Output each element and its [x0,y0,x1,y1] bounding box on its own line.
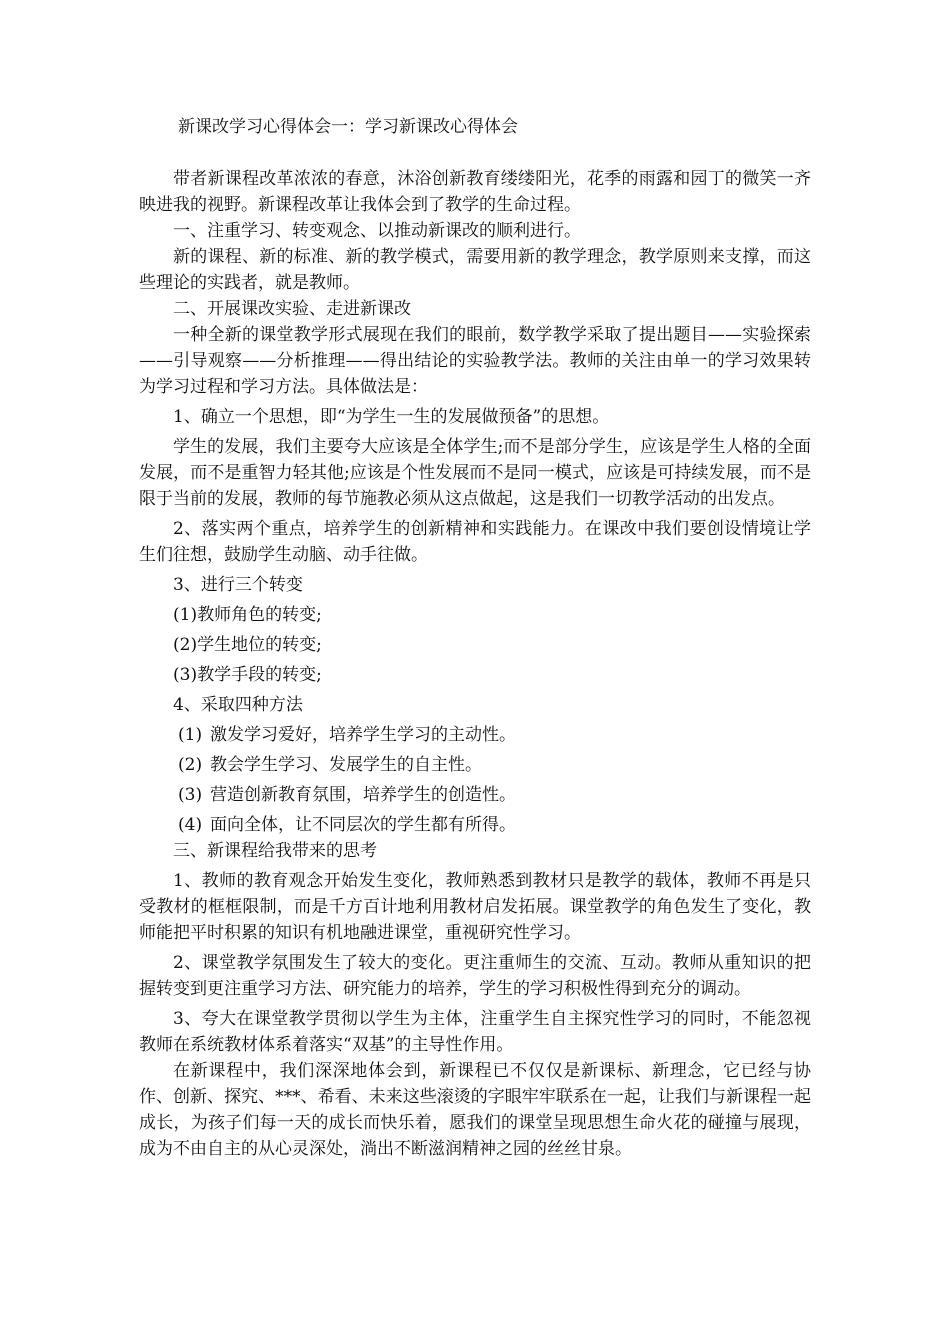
method-item-3 [139,782,811,808]
document-body [139,114,811,1162]
transform-item-3: (3)教学手段的转变; [173,665,322,685]
paragraph-reflection-2: 2、课堂教学氛围发生了较大的变化。更注重师生的交流、互动。教师从重知识的把握转变到更注重学习方法、研究能力的培养，学生的学习积极性得到充分的调动。 [139,953,811,999]
point-3: 3、进行三个转变 [173,575,303,595]
method-text: 激发学习爱好，培养学生学习的主动性。 [210,725,516,745]
transform-item-2: (2)学生地位的转变; [173,635,322,655]
paragraph-reflection-1: 1、教师的教育观念开始发生变化，教师熟悉到教材只是教学的载体，教师不再是只受教材的框框限制，而是千方百计地利用教材启发拓展。课堂教学的角色发生了变化，教师能把平时积累的知识有机地融进课堂，重视研究性学习。 [139,871,811,943]
document-title: 新课改学习心得体会一：学习新课改心得体会 [178,117,518,137]
heading-section-1: 一、注重学习、转变观念、以推动新课改的顺利进行。 [173,221,581,241]
method-item-2 [139,752,811,778]
point-4: 4、采取四种方法 [173,695,303,715]
point-1: 1、确立一个思想，即“为学生一生的发展做预备”的思想。 [173,407,610,427]
paragraph-section-1: 新的课程、新的标准、新的教学模式，需要用新的教学理念，教学原则来支撑，而这些理论的实践者，就是教师。 [139,247,811,293]
paragraph-point-1: 学生的发展，我们主要夸大应该是全体学生;而不是部分学生，应该是学生人格的全面发展，而不是重智力轻其他;应该是个性发展而不是同一模式，应该是可持续发展，而不是限于当前的发展，教师的每节施教必须从这点做起，这是我们一切教学活动的出发点。 [139,437,811,509]
method-number: (1) [178,725,203,745]
method-number: (4) [178,815,203,835]
paragraph-reflection-3: 3、夸大在课堂教学贯彻以学生为主体，注重学生自主探究性学习的同时，不能忽视教师在系统教材体系着落实“双基”的主导性作用。 [139,1009,811,1055]
paragraph-conclusion: 在新课程中，我们深深地体会到，新课程已不仅仅是新课标、新理念，它已经与协作、创新、探究、***、希看、未来这些滚烫的字眼牢牢联系在一起，让我们与新课程一起成长，为孩子们每一天的成长而快乐着，愿我们的课堂呈现思想生命火花的碰撞与展现，成为不由自主的从心灵深处，淌出不断滋润精神之园的丝丝甘泉。 [139,1061,811,1159]
method-text: 营造创新教育氛围，培养学生的创造性。 [210,785,516,805]
method-text: 教会学生学习、发展学生的自主性。 [210,755,482,775]
point-2: 2、落实两个重点，培养学生的创新精神和实践能力。在课改中我们要创设情境让学生们往想，鼓励学生动脑、动手往做。 [139,519,811,565]
method-item-4 [139,812,811,838]
paragraph-section-2: 一种全新的课堂教学形式展现在我们的眼前，数学教学采取了提出题目——实验探索——引导观察——分析推理——得出结论的实验教学法。教师的关注由单一的学习效果转为学习过程和学习方法。具体做法是： [139,325,811,397]
transform-item-1: (1)教师角色的转变; [173,605,322,625]
method-number: (3) [178,785,203,805]
method-text: 面向全体，让不同层次的学生都有所得。 [210,815,516,835]
paragraph-intro: 带者新课程改革浓浓的春意，沐浴创新教育缕缕阳光，花季的雨露和园丁的微笑一齐映进我的视野。新课程改革让我体会到了教学的生命过程。 [139,169,811,215]
heading-section-3: 三、新课程给我带来的思考 [173,841,377,861]
method-item-1 [139,722,811,748]
method-number: (2) [178,755,203,775]
heading-section-2: 二、开展课改实验、走进新课改 [173,299,411,319]
